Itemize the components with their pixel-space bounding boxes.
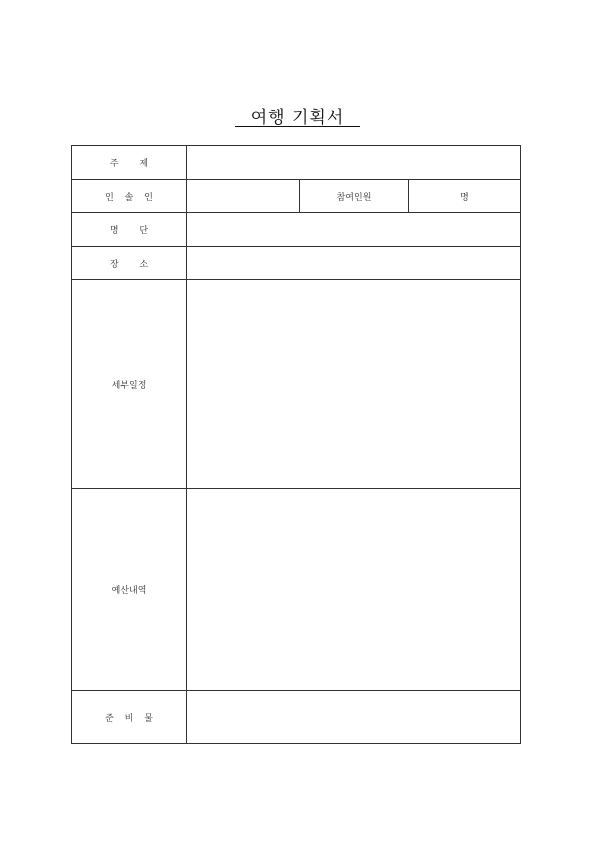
title-underline: [235, 126, 360, 127]
document-title: 여행 기획서: [250, 108, 345, 128]
row-subject: [72, 146, 521, 180]
travel-plan-form: [71, 145, 521, 744]
roster-label: 명 단: [72, 213, 187, 247]
row-budget: [72, 489, 521, 691]
row-supplies: [72, 691, 521, 744]
supplies-label: 준 비 물: [72, 691, 187, 744]
roster-field[interactable]: [187, 213, 521, 247]
leader-field[interactable]: [187, 180, 300, 213]
schedule-label: 세부일정: [72, 280, 187, 489]
budget-field[interactable]: [187, 489, 521, 691]
subject-label: 주 제: [72, 146, 187, 180]
supplies-field[interactable]: [187, 691, 521, 744]
place-field[interactable]: [187, 247, 521, 280]
row-leader: [72, 180, 521, 213]
subject-field[interactable]: [187, 146, 521, 180]
leader-label: 인 솔 인: [72, 180, 187, 213]
participants-label: 참여인원: [300, 180, 409, 213]
schedule-field[interactable]: [187, 280, 521, 489]
participants-field[interactable]: 명: [409, 180, 521, 213]
row-roster: [72, 213, 521, 247]
row-schedule: [72, 280, 521, 489]
budget-label: 예산내역: [72, 489, 187, 691]
row-place: [72, 247, 521, 280]
place-label: 장 소: [72, 247, 187, 280]
